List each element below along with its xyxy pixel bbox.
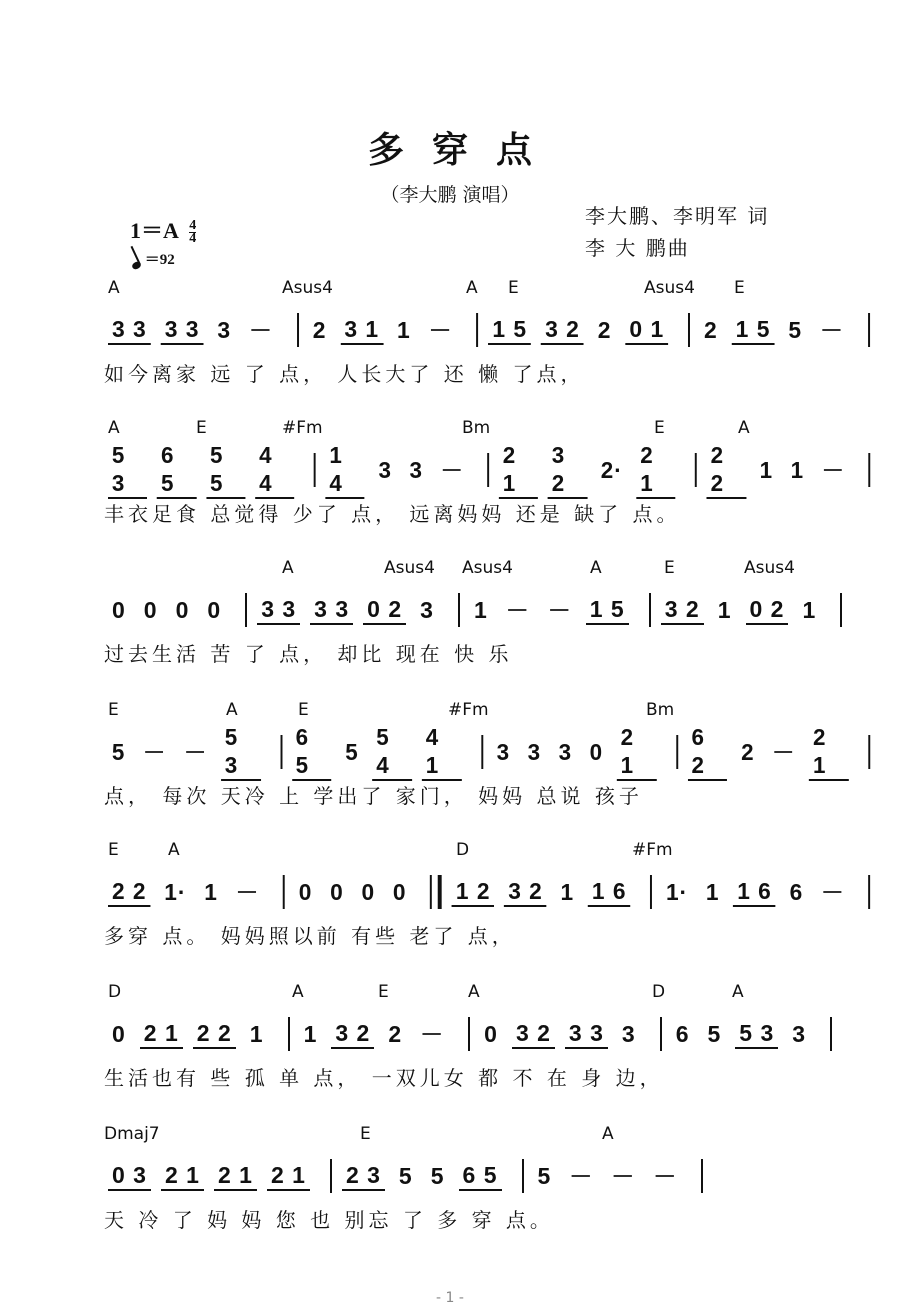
note-group: 3 3 [310, 595, 353, 625]
note-group: 0 [112, 1021, 126, 1047]
note-group: 0 3 [108, 1161, 151, 1191]
barline [288, 1017, 290, 1051]
note-group: 4 4 [255, 441, 294, 499]
note-group: 3 1 [340, 315, 383, 345]
note-group: 5 [707, 1021, 722, 1047]
note-group: － [440, 457, 464, 483]
score-system [0, 558, 900, 668]
score-system [0, 418, 900, 528]
barline [280, 735, 282, 769]
note-group: 2 1 [267, 1161, 310, 1191]
chord-symbol: D [108, 982, 122, 1002]
note-group: 3 2 [331, 1019, 374, 1049]
barline [868, 735, 870, 769]
note-group: 3 3 [257, 595, 300, 625]
note-row [108, 1016, 842, 1052]
chord-row [0, 418, 900, 440]
chord-symbol: E [360, 1124, 371, 1144]
note-group: 1 [705, 879, 720, 905]
chord-row [0, 1124, 900, 1146]
score-system [0, 840, 900, 950]
note-group: 5 [345, 739, 359, 765]
note-group: 6 5 [157, 441, 196, 499]
chord-symbol: E [298, 700, 309, 720]
chord-symbol: E [108, 840, 119, 860]
note-group: 1 [303, 1021, 318, 1047]
note-group: 1 6 [588, 877, 630, 907]
note-group: 5 3 [108, 441, 147, 499]
lyricist-credit: 李大鹏、李明军 词 [585, 204, 770, 228]
time-signature: $\frac{4}{4}$ [189, 218, 197, 247]
chord-symbol: A [292, 982, 304, 1002]
note-group: 5 [788, 317, 803, 343]
note-group: 5 4 [372, 723, 412, 781]
note-group: 6 5 [459, 1161, 502, 1191]
chord-symbol: A [108, 278, 120, 298]
barline [468, 1017, 470, 1051]
chord-symbol: Asus4 [282, 278, 333, 298]
barline [314, 453, 316, 487]
note-group: 2 2 [193, 1019, 236, 1049]
note-group: － [428, 317, 453, 343]
performer-subtitle: （李大鹏 演唱） [380, 184, 520, 206]
note-group: 1 2 [452, 877, 494, 907]
note-group: － [183, 739, 208, 765]
note-group: 0 [361, 879, 376, 905]
barline [840, 593, 842, 627]
key-signature [130, 214, 196, 245]
note-row [108, 1158, 713, 1194]
note-group: － [249, 317, 273, 343]
chord-row [0, 840, 900, 862]
note-group: 2 3 [342, 1161, 385, 1191]
chord-symbol: E [378, 982, 389, 1002]
note-group: － [772, 739, 796, 765]
note-group: 0 [589, 739, 604, 765]
barline [660, 1017, 662, 1051]
note-group: 6 [675, 1021, 690, 1047]
lyrics-line: 如今离家 远 了 点， 人长大了 还 懒 了点， [104, 362, 585, 386]
note-group: 2 [312, 317, 327, 343]
tempo-marking [132, 248, 175, 269]
lyrics-line: 天 冷 了 妈 妈 您 也 别忘 了 多 穿 点。 [104, 1208, 554, 1232]
note-group: － [820, 879, 845, 905]
score-system [0, 1124, 900, 1234]
lyrics-line: 丰衣足食 总觉得 少了 点， 远离妈妈 还是 缺了 点。 [104, 502, 681, 526]
barline [650, 875, 652, 909]
composer-credit: 李 大 鹏曲 [585, 236, 690, 260]
barline [487, 453, 489, 487]
lyrics-line: 多穿 点。 妈妈照以前 有些 老了 点， [104, 924, 516, 948]
note-group: 2 [388, 1021, 403, 1047]
chord-symbol: E [654, 418, 665, 438]
note-group: 3 2 [541, 315, 584, 345]
chord-symbol: Bm [462, 418, 491, 438]
note-group: 3 [792, 1021, 807, 1047]
chord-symbol: Asus4 [384, 558, 435, 578]
lyrics-line: 点， 每次 天冷 上 学出了 家门， 妈妈 总说 孩子 [104, 784, 643, 808]
note-group: 0 [484, 1021, 498, 1047]
note-group: 2 2 [108, 877, 150, 907]
chord-symbol: E [196, 418, 207, 438]
note-group: 3 2 [661, 595, 704, 625]
note-group: 0 [207, 597, 222, 623]
note-group: 1· [164, 879, 187, 905]
chord-symbol: Asus4 [462, 558, 513, 578]
repeat-barline [430, 875, 442, 909]
note-group: 1 [560, 879, 575, 905]
barline [283, 875, 285, 909]
note-group: 0 [175, 597, 190, 623]
quarter-note-icon [131, 260, 142, 270]
lyrics-line: 生活也有 些 孤 单 点， 一双儿女 都 不 在 身 边， [104, 1066, 664, 1090]
barline [868, 313, 870, 347]
chord-row [0, 278, 900, 300]
barline [330, 1159, 332, 1193]
note-row [108, 874, 880, 910]
note-group: 0 [298, 879, 313, 905]
key-label: 1＝A [130, 218, 178, 243]
note-group: 5 [430, 1163, 445, 1189]
note-group: 0 2 [363, 595, 406, 625]
chord-symbol: A [466, 278, 478, 298]
chord-symbol: Asus4 [744, 558, 795, 578]
chord-symbol: A [282, 558, 294, 578]
note-group: 1 [759, 457, 774, 483]
note-group: 0 [143, 597, 158, 623]
chord-symbol: #Fm [448, 700, 489, 720]
note-group: 5 3 [735, 1019, 778, 1049]
note-group: 2 1 [499, 441, 538, 499]
note-group: 3 [217, 317, 232, 343]
chord-symbol: A [602, 1124, 614, 1144]
chord-row [0, 982, 900, 1004]
note-group: 0 1 [625, 315, 668, 345]
note-group: － [653, 1163, 678, 1189]
note-group: 2 2 [707, 441, 746, 499]
note-group: 6 5 [292, 723, 332, 781]
note-group: 1 5 [732, 315, 775, 345]
chord-symbol: A [226, 700, 238, 720]
barline [688, 313, 690, 347]
barline [458, 593, 460, 627]
note-group: 3 2 [548, 441, 587, 499]
chord-symbol: D [652, 982, 666, 1002]
note-group: 2 1 [809, 723, 849, 781]
barline [522, 1159, 524, 1193]
note-group: 1 [397, 317, 411, 343]
note-group: 2 [597, 317, 612, 343]
barline [676, 735, 678, 769]
chord-symbol: A [738, 418, 750, 438]
note-group: 4 1 [422, 723, 462, 781]
note-group: 5 3 [221, 723, 261, 781]
note-group: － [420, 1021, 445, 1047]
note-group: 0 2 [746, 595, 789, 625]
note-group: 2 1 [617, 723, 657, 781]
barline [830, 1017, 832, 1051]
note-group: － [505, 597, 530, 623]
chord-symbol: D [456, 840, 470, 860]
note-group: 3 3 [108, 315, 151, 345]
note-row [108, 312, 880, 348]
barline [868, 875, 870, 909]
note-group: 2 1 [214, 1161, 257, 1191]
note-group: 1 [790, 457, 805, 483]
note-group: 3 [621, 1021, 636, 1047]
note-group: 5 [111, 739, 126, 765]
note-group: 6 [789, 879, 804, 905]
note-group: 3 [527, 739, 542, 765]
lyrics-line: 过去生活 苦 了 点， 却比 现在 快 乐 [104, 642, 513, 666]
chord-symbol: A [168, 840, 180, 860]
barline [476, 313, 478, 347]
note-group: 3 [496, 739, 511, 765]
chord-symbol: E [664, 558, 675, 578]
note-group: － [569, 1163, 594, 1189]
note-row [108, 724, 880, 778]
note-group: 3 [378, 457, 392, 483]
barline [868, 453, 870, 487]
note-group: 1 [717, 597, 732, 623]
note-group: 0 [392, 879, 407, 905]
note-group: 2 1 [161, 1161, 204, 1191]
note-group: － [547, 597, 572, 623]
note-row [108, 592, 852, 628]
chord-symbol: Dmaj7 [104, 1124, 160, 1144]
barline [695, 453, 697, 487]
note-group: 2 1 [636, 441, 675, 499]
note-group: 3 2 [504, 877, 546, 907]
note-group: 2 1 [140, 1019, 183, 1049]
note-group: 0 [330, 879, 344, 905]
note-group: 5 [398, 1163, 413, 1189]
chord-symbol: E [734, 278, 745, 298]
barline [701, 1159, 703, 1193]
page-number: - 1 - [436, 1290, 464, 1306]
barline [297, 313, 299, 347]
note-group: 3 [409, 457, 423, 483]
note-group: 1 [473, 597, 488, 623]
note-group: － [611, 1163, 636, 1189]
chord-symbol: Asus4 [644, 278, 695, 298]
note-group: 3 3 [161, 315, 204, 345]
note-group: 3 [420, 597, 434, 623]
chord-symbol: A [108, 418, 120, 438]
chord-symbol: E [508, 278, 519, 298]
chord-symbol: #Fm [282, 418, 323, 438]
chord-symbol: #Fm [632, 840, 673, 860]
barline [649, 593, 651, 627]
note-group: － [142, 739, 167, 765]
note-group: 1 [249, 1021, 264, 1047]
score-system [0, 700, 900, 810]
note-group: 1 [204, 879, 218, 905]
note-group: － [819, 317, 844, 343]
tempo-value: ＝92 [144, 252, 175, 268]
note-group: 1 5 [586, 595, 629, 625]
note-group: 0 [112, 597, 126, 623]
note-group: 3 3 [565, 1019, 608, 1049]
chord-row [0, 558, 900, 580]
note-group: 5 5 [206, 441, 245, 499]
note-group: 3 2 [512, 1019, 555, 1049]
chord-symbol: E [108, 700, 119, 720]
score-system [0, 982, 900, 1092]
note-group: 2· [600, 457, 623, 483]
note-group: 1 5 [488, 315, 531, 345]
note-group: 1 6 [733, 877, 775, 907]
score-system [0, 278, 900, 388]
chord-symbol: Bm [646, 700, 675, 720]
chord-symbol: A [590, 558, 602, 578]
chord-row [0, 700, 900, 722]
chord-symbol: A [468, 982, 480, 1002]
note-group: 1· [665, 879, 689, 905]
note-group: 3 [558, 739, 573, 765]
barline [481, 735, 483, 769]
note-group: 6 2 [688, 723, 728, 781]
note-group: 2 [741, 739, 755, 765]
note-group: － [235, 879, 260, 905]
note-row [108, 442, 880, 496]
song-title: 多穿点 [367, 130, 560, 171]
note-group: 5 [537, 1163, 552, 1189]
note-group: 2 [704, 317, 718, 343]
chord-symbol: A [732, 982, 744, 1002]
barline [245, 593, 247, 627]
note-group: 1 [802, 597, 817, 623]
note-group: － [821, 457, 846, 483]
note-group: 1 4 [326, 441, 365, 499]
